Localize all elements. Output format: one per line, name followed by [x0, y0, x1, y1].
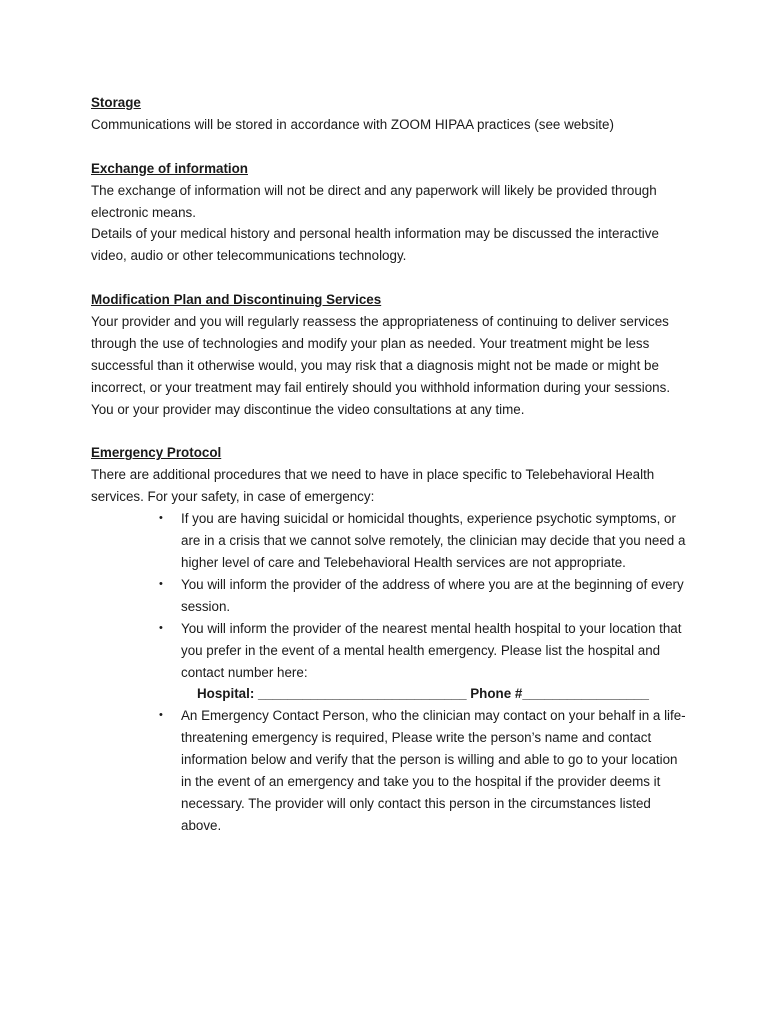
document-page	[91, 92, 691, 859]
bullet-icon: •	[159, 512, 163, 525]
emergency-intro: There are additional procedures that we need to have in place specific to Telebehavioral Health services. For your safety, in case of emergency:	[91, 467, 655, 505]
bullet-icon: •	[159, 621, 163, 634]
list-item	[159, 574, 691, 618]
emergency-heading: Emergency Protocol	[91, 445, 222, 461]
list-item	[159, 508, 691, 574]
bullet-text: You will inform the provider of the address of where you are at the beginning of every session.	[181, 576, 684, 614]
exchange-paragraph: The exchange of information will not be direct and any paperwork will likely be provided through electronic means.	[91, 182, 657, 220]
emergency-section	[91, 442, 691, 836]
exchange-paragraph: Details of your medical history and personal health information may be discussed the interactive video, audio or other telecommunications technology.	[91, 226, 659, 264]
list-item	[159, 618, 691, 706]
exchange-heading: Exchange of information	[91, 160, 248, 176]
storage-heading: Storage	[91, 95, 141, 110]
emergency-bullet-list	[91, 508, 691, 837]
exchange-section	[91, 158, 691, 268]
list-item	[159, 705, 691, 836]
bullet-text: An Emergency Contact Person, who the clinician may contact on your behalf in a life-threatening emergency is required, Please write the person’s name and contact information below and verify that the person is willing and able to go to your location in the event of an emergency and take you to the hospital if the provider deems it necessary. The provider will only contact this person in the circumstances listed above.	[181, 708, 686, 833]
hospital-phone-field[interactable]: Hospital: ____________________________ Phone #_________________	[197, 686, 649, 702]
modification-heading: Modification Plan and Discontinuing Services	[91, 292, 382, 308]
bullet-text: If you are having suicidal or homicidal thoughts, experience psychotic symptoms, or are in a crisis that we cannot solve remotely, the clinician may decide that you need a higher level of care and Telebehavioral Health services are not appropriate.	[181, 511, 686, 570]
storage-text: Communications will be stored in accordance with ZOOM HIPAA practices (see website)	[91, 116, 614, 132]
modification-section	[91, 289, 691, 420]
bullet-icon: •	[159, 709, 163, 722]
bullet-text: You will inform the provider of the nearest mental health hospital to your location that you prefer in the event of a mental health emergency. Please list the hospital and contact number here:	[181, 620, 682, 680]
bullet-icon: •	[159, 577, 163, 590]
modification-paragraph: You or your provider may discontinue the video consultations at any time.	[91, 401, 525, 417]
storage-section	[91, 92, 691, 136]
modification-paragraph: Your provider and you will regularly reassess the appropriateness of continuing to deliver services through the use of technologies and modify your plan as needed. Your treatment might be less successful than it otherwise would, you may risk that a diagnosis might not be made or might be incorrect, or your treatment may fail entirely should you withhold information during your sessions.	[91, 314, 671, 395]
